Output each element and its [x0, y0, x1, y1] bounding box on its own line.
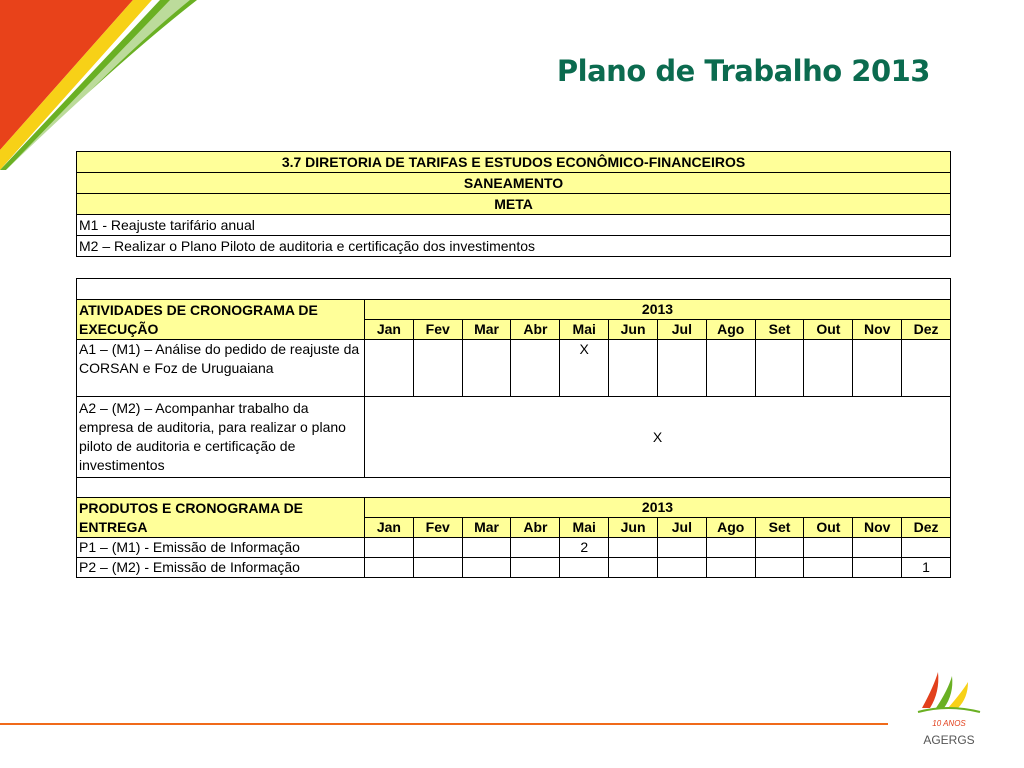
- month-cell: [462, 558, 511, 578]
- logo-text: AGERGS: [923, 733, 975, 747]
- month-cell: [511, 558, 560, 578]
- month-header: Mar: [462, 518, 511, 538]
- month-header: Nov: [853, 320, 902, 340]
- month-cell: [511, 340, 560, 397]
- month-header: Jun: [609, 320, 658, 340]
- month-cell: [804, 538, 853, 558]
- month-header: Jan: [365, 320, 414, 340]
- logo-anniversary: 10 ANOS: [932, 719, 966, 728]
- month-header: Jun: [609, 518, 658, 538]
- month-cell: [902, 538, 951, 558]
- month-header: Out: [804, 518, 853, 538]
- month-cell: [609, 340, 658, 397]
- directorate-header: 3.7 DIRETORIA DE TARIFAS E ESTUDOS ECONÔMICO-FINANCEIROS: [77, 152, 951, 173]
- month-cell: [657, 340, 706, 397]
- product-label: P1 – (M1) - Emissão de Informação: [77, 538, 365, 558]
- product-row-p1: [77, 538, 951, 558]
- month-cell: [609, 538, 658, 558]
- month-header: Jul: [657, 518, 706, 538]
- corner-decoration: [0, 0, 200, 170]
- month-header: Mai: [560, 518, 609, 538]
- month-cell: [657, 538, 706, 558]
- agergs-logo: [912, 668, 986, 748]
- month-cell: [413, 340, 462, 397]
- month-cell: [413, 538, 462, 558]
- month-header: Dez: [902, 518, 951, 538]
- sector-header: SANEAMENTO: [77, 173, 951, 194]
- product-label: P2 – (M2) - Emissão de Informação: [77, 558, 365, 578]
- month-cell: 1: [902, 558, 951, 578]
- month-cell: [413, 558, 462, 578]
- month-cell: [853, 538, 902, 558]
- month-header: Abr: [511, 320, 560, 340]
- month-header: Jul: [657, 320, 706, 340]
- spacer-row: [77, 279, 951, 300]
- month-cell: [706, 538, 755, 558]
- month-cell: [462, 340, 511, 397]
- month-cell: [657, 558, 706, 578]
- month-cell: [511, 538, 560, 558]
- month-cell: [365, 340, 414, 397]
- month-header: Jan: [365, 518, 414, 538]
- products-header: PRODUTOS E CRONOGRAMA DE ENTREGA: [77, 498, 365, 538]
- activities-header: ATIVIDADES DE CRONOGRAMA DE EXECUÇÃO: [77, 300, 365, 340]
- month-header: Out: [804, 320, 853, 340]
- activity-label: A2 – (M2) – Acompanhar trabalho da empresa de auditoria, para realizar o plano piloto de auditoria e certificação de investimentos: [77, 397, 365, 478]
- month-cell: [755, 558, 804, 578]
- month-header: Fev: [413, 518, 462, 538]
- meta-table: [76, 151, 951, 257]
- goal-m1: M1 - Reajuste tarifário anual: [77, 215, 951, 236]
- month-cell: [560, 558, 609, 578]
- activity-row-a1: [77, 340, 951, 397]
- activity-label: A1 – (M1) – Análise do pedido de reajuste da CORSAN e Foz de Uruguaiana: [77, 340, 365, 397]
- month-cell: [462, 538, 511, 558]
- page-title: Plano de Trabalho 2013: [556, 54, 930, 88]
- footer-divider: [0, 723, 888, 725]
- month-header: Fev: [413, 320, 462, 340]
- month-header: Mar: [462, 320, 511, 340]
- month-header: Set: [755, 320, 804, 340]
- month-cell: X: [560, 340, 609, 397]
- meta-header: META: [77, 194, 951, 215]
- month-header: Nov: [853, 518, 902, 538]
- month-cell: [365, 538, 414, 558]
- month-header: Ago: [706, 518, 755, 538]
- month-cell: [755, 538, 804, 558]
- product-row-p2: [77, 558, 951, 578]
- month-header: Abr: [511, 518, 560, 538]
- activity-span-mark: X: [365, 397, 951, 478]
- month-header: Ago: [706, 320, 755, 340]
- month-cell: [804, 558, 853, 578]
- month-cell: 2: [560, 538, 609, 558]
- month-header: Dez: [902, 320, 951, 340]
- schedule-table: [76, 278, 951, 578]
- month-cell: [902, 340, 951, 397]
- month-cell: [804, 340, 853, 397]
- month-cell: [706, 340, 755, 397]
- activity-row-a2: [77, 397, 951, 478]
- month-cell: [365, 558, 414, 578]
- spacer-row: [77, 478, 951, 498]
- month-header: Mai: [560, 320, 609, 340]
- month-cell: [853, 558, 902, 578]
- month-cell: [706, 558, 755, 578]
- month-cell: [609, 558, 658, 578]
- month-cell: [755, 340, 804, 397]
- products-year-header: 2013: [365, 498, 951, 518]
- month-cell: [853, 340, 902, 397]
- activities-year-header: 2013: [365, 300, 951, 320]
- goal-m2: M2 – Realizar o Plano Piloto de auditoria e certificação dos investimentos: [77, 236, 951, 257]
- month-header: Set: [755, 518, 804, 538]
